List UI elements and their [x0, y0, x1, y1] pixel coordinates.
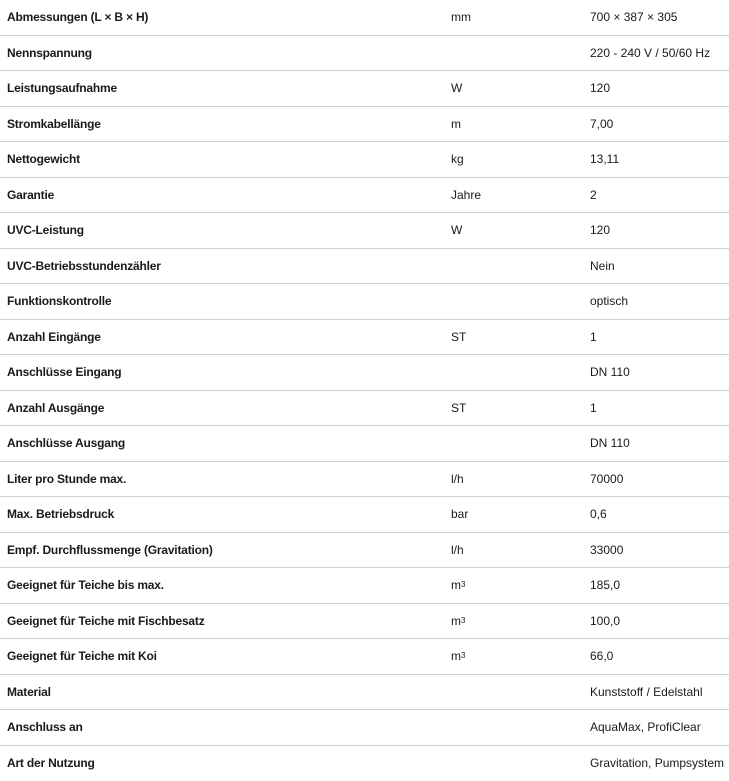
spec-unit: kg [451, 142, 464, 177]
spec-row [0, 107, 729, 143]
spec-unit: Jahre [451, 178, 481, 213]
spec-value: 120 [590, 213, 610, 248]
spec-unit: mm [451, 0, 471, 35]
spec-label: Garantie [7, 178, 54, 213]
spec-row [0, 355, 729, 391]
spec-row [0, 675, 729, 711]
spec-row [0, 710, 729, 746]
spec-unit: m 3 [451, 639, 465, 674]
spec-value: DN 110 [590, 426, 630, 461]
unit-base: m [451, 578, 461, 592]
spec-value: 185,0 [590, 568, 620, 603]
spec-row [0, 142, 729, 178]
spec-label: Abmessungen (L × B × H) [7, 0, 148, 35]
spec-row [0, 0, 729, 36]
spec-unit: ST [451, 320, 466, 355]
spec-row [0, 36, 729, 72]
spec-value: Gravitation, Pumpsystem [590, 746, 724, 781]
spec-unit: W [451, 71, 462, 106]
spec-row [0, 284, 729, 320]
spec-value: 120 [590, 71, 610, 106]
spec-row [0, 497, 729, 533]
spec-label: Nettogewicht [7, 142, 80, 177]
spec-row [0, 533, 729, 569]
spec-label: Anzahl Ausgänge [7, 391, 104, 426]
spec-row [0, 213, 729, 249]
spec-label: UVC-Leistung [7, 213, 84, 248]
spec-value: 66,0 [590, 639, 613, 674]
spec-unit: l/h [451, 533, 464, 568]
spec-label: Nennspannung [7, 36, 92, 71]
spec-label: Geeignet für Teiche mit Fischbesatz [7, 604, 205, 639]
spec-value: 70000 [590, 462, 623, 497]
spec-row [0, 178, 729, 214]
spec-value: AquaMax, ProfiClear [590, 710, 701, 745]
spec-unit: bar [451, 497, 468, 532]
spec-row [0, 320, 729, 356]
spec-value: optisch [590, 284, 628, 319]
spec-unit: W [451, 213, 462, 248]
spec-row [0, 391, 729, 427]
spec-label: Anzahl Eingänge [7, 320, 101, 355]
spec-row [0, 426, 729, 462]
spec-value: 33000 [590, 533, 623, 568]
spec-row [0, 462, 729, 498]
spec-label: Material [7, 675, 51, 710]
spec-row [0, 71, 729, 107]
spec-unit: l/h [451, 462, 464, 497]
spec-unit: m [451, 107, 461, 142]
spec-value: Nein [590, 249, 615, 284]
spec-value: 7,00 [590, 107, 613, 142]
spec-unit: ST [451, 391, 466, 426]
unit-base: m [451, 649, 461, 663]
spec-label: Art der Nutzung [7, 746, 95, 781]
spec-row [0, 249, 729, 285]
unit-base: m [451, 614, 461, 628]
spec-value: Kunststoff / Edelstahl [590, 675, 703, 710]
spec-value: 0,6 [590, 497, 607, 532]
spec-label: Anschlüsse Ausgang [7, 426, 125, 461]
spec-row [0, 604, 729, 640]
spec-row [0, 568, 729, 604]
spec-value: DN 110 [590, 355, 630, 390]
spec-value: 2 [590, 178, 597, 213]
spec-value: 100,0 [590, 604, 620, 639]
spec-value: 700 × 387 × 305 [590, 0, 677, 35]
spec-label: UVC-Betriebsstundenzähler [7, 249, 161, 284]
spec-label: Stromkabellänge [7, 107, 101, 142]
spec-value: 1 [590, 391, 597, 426]
spec-label: Anschlüsse Eingang [7, 355, 121, 390]
spec-value: 220 - 240 V / 50/60 Hz [590, 36, 710, 71]
spec-label: Leistungsaufnahme [7, 71, 117, 106]
spec-label: Anschluss an [7, 710, 83, 745]
spec-label: Funktionskontrolle [7, 284, 111, 319]
spec-value: 13,11 [590, 142, 619, 177]
spec-unit: m 3 [451, 568, 465, 603]
spec-label: Max. Betriebsdruck [7, 497, 114, 532]
spec-label: Liter pro Stunde max. [7, 462, 126, 497]
spec-label: Geeignet für Teiche mit Koi [7, 639, 157, 674]
spec-row [0, 746, 729, 781]
spec-row [0, 639, 729, 675]
spec-label: Empf. Durchflussmenge (Gravitation) [7, 533, 213, 568]
spec-unit: m 3 [451, 604, 465, 639]
spec-value: 1 [590, 320, 597, 355]
spec-label: Geeignet für Teiche bis max. [7, 568, 164, 603]
